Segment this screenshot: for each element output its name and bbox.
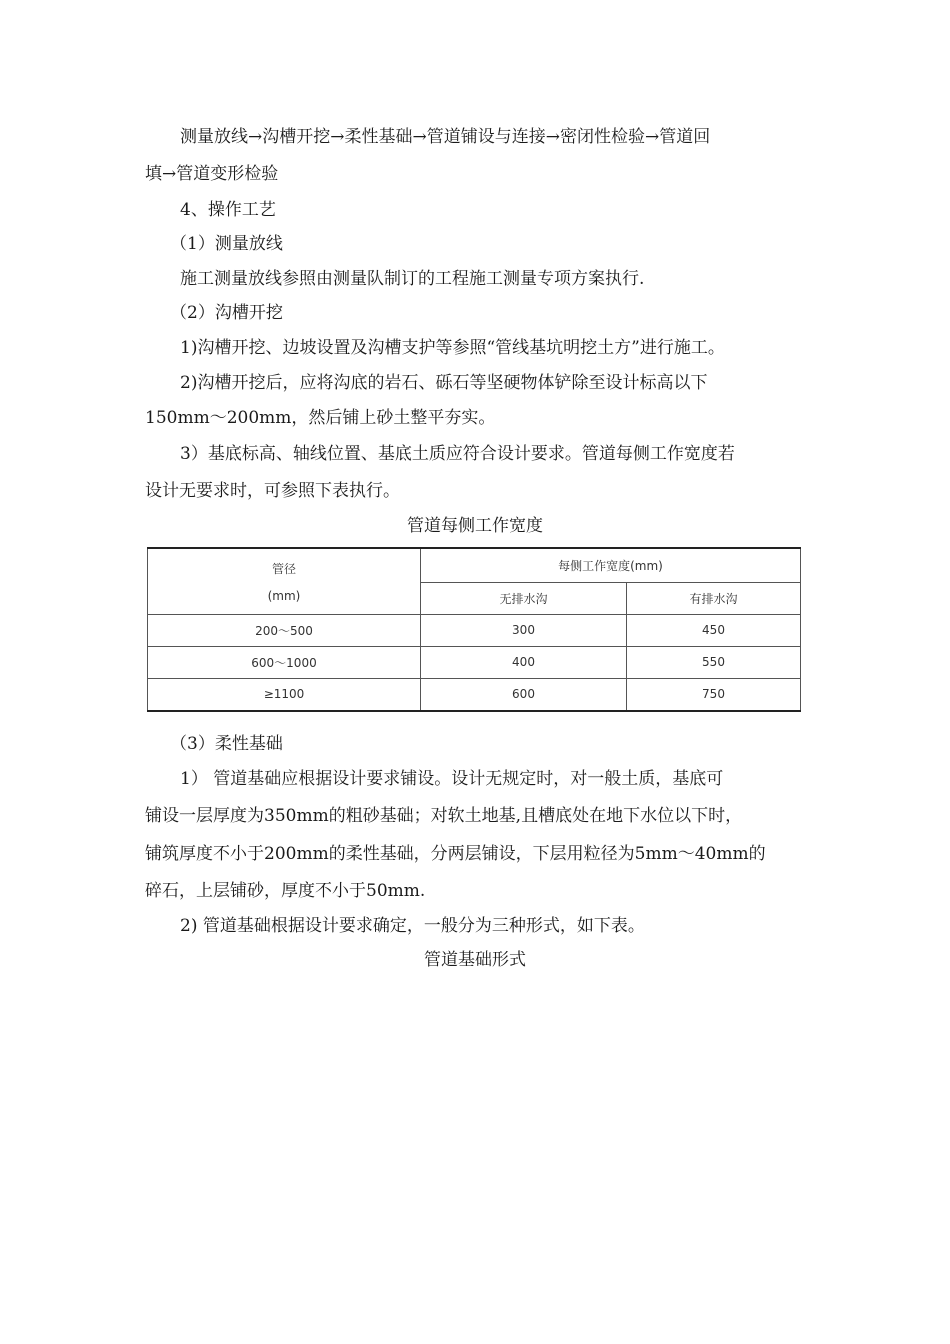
body-paragraph: 填→管道变形检验 — [145, 164, 279, 184]
body-paragraph: 3）基底标高、轴线位置、基底土质应符合设计要求。管道每侧工作宽度若 — [180, 444, 735, 464]
body-paragraph: 铺筑厚度不小于200mm的柔性基础，分两层铺设，下层用粒径为5mm～40mm的 — [145, 844, 766, 864]
body-paragraph: 铺设一层厚度为350mm的粗砂基础；对软土地基,且槽底处在地下水位以下时， — [145, 806, 743, 826]
body-paragraph: 施工测量放线参照由测量队制订的工程施工测量专项方案执行. — [180, 269, 645, 289]
body-paragraph: 2)沟槽开挖后，应将沟底的岩石、砾石等坚硬物体铲除至设计标高以下 — [180, 373, 708, 393]
header-drain: 有排水沟 — [627, 582, 801, 614]
table-row — [148, 646, 801, 678]
body-paragraph: 测量放线→沟槽开挖→柔性基础→管道铺设与连接→密闭性检验→管道回 — [180, 127, 711, 147]
subsection-heading: （2）沟槽开挖 — [170, 303, 283, 323]
header-no-drain: 无排水沟 — [421, 582, 627, 614]
body-paragraph: 1)沟槽开挖、边坡设置及沟槽支护等参照“管线基坑明挖土方”进行施工。 — [180, 338, 725, 358]
cell-diameter: ≥1100 — [148, 678, 421, 711]
body-paragraph: 碎石，上层铺砂，厚度不小于50mm. — [145, 881, 426, 901]
cell-drain: 450 — [627, 614, 801, 646]
body-paragraph: 设计无要求时，可参照下表执行。 — [145, 481, 400, 501]
section-heading: 4、操作工艺 — [180, 200, 276, 220]
cell-no-drain: 400 — [421, 646, 627, 678]
subsection-heading: （3）柔性基础 — [170, 734, 283, 754]
subsection-heading: （1）测量放线 — [170, 234, 283, 254]
cell-drain: 750 — [627, 678, 801, 711]
body-paragraph: 150mm～200mm，然后铺上砂土整平夯实。 — [145, 408, 496, 428]
table-caption: 管道基础形式 — [424, 950, 526, 970]
cell-drain: 550 — [627, 646, 801, 678]
cell-diameter: 200～500 — [148, 614, 421, 646]
body-paragraph: 1） 管道基础应根据设计要求铺设。设计无规定时，对一般土质，基底可 — [180, 769, 724, 789]
table-row — [148, 614, 801, 646]
header-pipe-label: 管径 — [271, 561, 296, 576]
body-paragraph: 2) 管道基础根据设计要求确定，一般分为三种形式，如下表。 — [180, 916, 645, 936]
header-pipe-diameter — [148, 548, 421, 614]
cell-no-drain: 600 — [421, 678, 627, 711]
header-pipe-unit: (mm) — [267, 588, 301, 603]
cell-diameter: 600～1000 — [148, 646, 421, 678]
table-row — [148, 678, 801, 711]
table-caption: 管道每侧工作宽度 — [407, 516, 543, 536]
work-width-table — [147, 547, 801, 712]
header-work-width: 每侧工作宽度(mm) — [421, 548, 801, 582]
cell-no-drain: 300 — [421, 614, 627, 646]
